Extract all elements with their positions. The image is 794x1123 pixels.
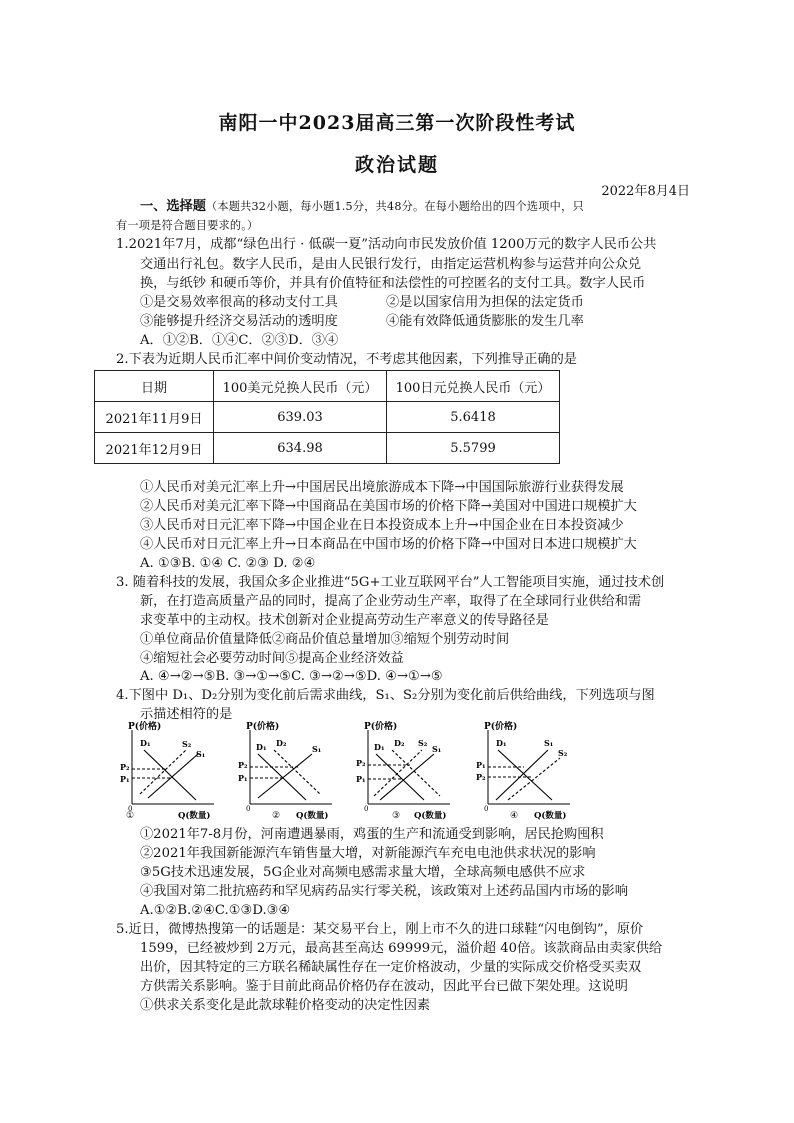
q4-line-1: 4.下图中 D₁、D₂分别为变化前后需求曲线，S₁、S₂分别为变化前后供给曲线，下列选项与图 <box>116 688 655 703</box>
supply-demand-graph-4 <box>474 720 578 822</box>
section-heading-line <box>140 198 584 216</box>
exchange-rate-table <box>94 370 560 464</box>
q3-line-1: 3. 随着科技的发展，我国众多企业推进“5G+工业互联网平台”人工智能项目实施，通过技术创 <box>116 575 665 590</box>
table-row <box>95 402 560 433</box>
price-label-p2: P₂ <box>238 760 248 770</box>
curve-label-s1: S₁ <box>312 744 322 754</box>
curve-label-s2: S₂ <box>418 738 428 748</box>
curve-label-d1: D₁ <box>496 738 507 748</box>
q4-option-1: ①2021年7-8月份，河南遭遇暴雨，鸡蛋的生产和流通受到影响，居民抢购囤积 <box>140 827 604 842</box>
q2-option-4: ④人民币对日元汇率上升→日本商品在中国市场的价格下降→中国对日本进口规模扩大 <box>140 537 637 552</box>
origin-label: 0 <box>484 805 489 813</box>
axis-label-quantity: Q(数量) <box>534 811 567 821</box>
origin-label: 0 <box>364 805 369 813</box>
q1-answers: A．①②B．①④C．②③D．③④ <box>140 333 339 348</box>
axis-label-quantity: Q(数量) <box>296 811 329 821</box>
q1-line-2: 交通出行礼包。数字人民币，是由人民银行发行，由指定运营机构参与运营并向公众兑 <box>140 257 642 272</box>
origin-label: 0 <box>128 805 133 813</box>
q2-option-3: ③人民币对日元汇率下降→中国企业在日本投资成本上升→中国企业在日本投资减少 <box>140 518 624 533</box>
q2-answers: A. ①③B. ①④ C. ②③ D. ②④ <box>140 556 316 571</box>
table-header-cell: 100美元兑换人民币（元） <box>214 371 387 402</box>
curve-label-s1: S₁ <box>544 738 554 748</box>
exam-date: 2022年8月4日 <box>601 184 690 199</box>
table-cell: 634.98 <box>214 433 387 464</box>
axis-label-price: P(价格) <box>246 722 280 732</box>
price-label-p1: P₁ <box>476 760 486 770</box>
q1-option-2: ②是以国家信用为担保的法定货币 <box>386 295 584 310</box>
axis-label-quantity: Q(数量) <box>178 811 211 821</box>
q4-option-3: ③5G技术迅速发展，5G企业对高频电感需求量大增，全球高频电感供不应求 <box>140 865 586 880</box>
supply-demand-graph-2 <box>236 720 340 822</box>
q5-line-3: 出价，因其特定的三方联名稀缺属性存在一定价格波动，少量的实际成交价格受买卖双 <box>140 960 642 975</box>
q1-option-1: ①是交易效率很高的移动支付工具 <box>140 295 338 310</box>
supply-demand-graph-1 <box>118 720 222 822</box>
table-cell: 639.03 <box>214 402 387 433</box>
exam-subtitle: 政治试题 <box>354 154 439 176</box>
graph-number: ② <box>272 811 281 821</box>
exam-title: 南阳一中2023届高三第一次阶段性考试 <box>218 112 576 134</box>
graph-number: ④ <box>510 811 519 821</box>
table-header-cell: 100日元兑换人民币（元） <box>387 371 560 402</box>
curve-label-d1: D₁ <box>374 742 385 752</box>
table-cell: 2021年11月9日 <box>95 402 214 433</box>
q3-line-3: 求变革中的主动权。技术创新对企业提高劳动生产率意义的传导路径是 <box>140 613 549 628</box>
q3-answers: A. ④→②→⑤B. ③→①→⑤C. ③→②→⑤D. ④→①→⑤ <box>140 669 443 684</box>
axis-label-quantity: Q(数量) <box>414 811 447 821</box>
table-cell: 2021年12月9日 <box>95 433 214 464</box>
graph-svg <box>474 720 578 822</box>
graph-number: ① <box>126 811 135 821</box>
price-label-p1: P₁ <box>356 774 366 784</box>
curve-label-s2: S₂ <box>182 739 192 749</box>
q2-option-1: ①人民币对美元汇率上升→中国居民出境旅游成本下降→中国国际旅游行业获得发展 <box>140 480 624 495</box>
axis-label-price: P(价格) <box>364 722 398 732</box>
table-header-row <box>95 371 560 402</box>
q4-option-4: ④我国对第二批抗癌药和罕见病药品实行零关税，该政策对上述药品国内市场的影响 <box>140 884 628 899</box>
curve-label-s2: S₂ <box>558 748 568 758</box>
q2-line-1: 2.下表为近期人民币汇率中间价变动情况，不考虑其他因素，下列推导正确的是 <box>116 352 577 367</box>
curve-label-s1: S₁ <box>196 749 206 759</box>
q5-line-2: 1599，已经被炒到 2万元，最高甚至高达 69999元，溢价超 40倍。该款商品由卖家供给 <box>140 941 663 956</box>
section-note-1: （本题共32小题，每小题1.5分，共48分。在每小题给出的四个选项中，只 <box>205 200 584 213</box>
graph-svg <box>354 720 458 822</box>
price-label-p1: P₁ <box>120 774 130 784</box>
origin-label: 0 <box>246 805 251 813</box>
curve-label-d2: D₂ <box>394 738 405 748</box>
table-cell: 5.5799 <box>387 433 560 464</box>
q3-option-2: ④缩短社会必要劳动时间⑤提高企业经济效益 <box>140 651 404 666</box>
curve-label-d1: D₁ <box>140 738 151 748</box>
q4-option-2: ②2021年我国新能源汽车销售量大增，对新能源汽车充电电池供求状况的影响 <box>140 846 596 861</box>
price-label-p1: P₁ <box>238 773 248 783</box>
price-label-p2: P₂ <box>120 762 130 772</box>
curve-label-s1: S₁ <box>432 744 442 754</box>
q3-option-1: ①单位商品价值量降低②商品价值总量增加③缩短个别劳动时间 <box>140 632 510 647</box>
q4-answers: A.①②B.②④C.①③D.③④ <box>140 903 291 918</box>
q1-option-4: ④能有效降低通货膨胀的发生几率 <box>386 314 584 329</box>
price-label-p2: P₂ <box>356 758 366 768</box>
axis-label-price: P(价格) <box>128 722 162 732</box>
section-heading: 一、选择题 <box>140 199 206 214</box>
axis-label-price: P(价格) <box>484 722 518 732</box>
q1-line-1: 1.2021年7月，成都“绿色出行 · 低碳一夏”活动向市民发放价值 1200万元的数字人民币公共 <box>116 237 657 252</box>
q5-option-1: ①供求关系变化是此款球鞋价格变动的决定性因素 <box>140 998 431 1013</box>
q1-option-3: ③能够提升经济交易活动的透明度 <box>140 314 338 329</box>
table-cell: 5.6418 <box>387 402 560 433</box>
q4-line-2: 示描述相符的是 <box>140 707 233 722</box>
graph-number: ③ <box>392 811 401 821</box>
graph-svg <box>236 720 340 822</box>
section-note-2: 有一项是符合题目要求的。） <box>116 219 259 232</box>
q1-line-3: 换，与纸钞 和硬币等价，并具有价值特征和法偿性的可控匿名的支付工具。数字人民币 <box>140 276 646 291</box>
table-row <box>95 433 560 464</box>
supply-demand-graph-3 <box>354 720 458 822</box>
table-header-cell: 日期 <box>95 371 214 402</box>
curve-label-d2: D₂ <box>276 738 287 748</box>
q3-line-2: 新，在打造高质量产品的同时，提高了企业劳动生产率，取得了在全球同行业供给和需 <box>140 594 642 609</box>
q5-line-1: 5.近日，微博热搜第一的话题是：某交易平台上，刚上市不久的进口球鞋“闪电倒钩”，原价 <box>116 922 644 937</box>
curve-label-d1: D₁ <box>256 742 267 752</box>
q2-option-2: ②人民币对美元汇率下降→中国商品在美国市场的价格下降→美国对中国进口规模扩大 <box>140 499 637 514</box>
price-label-p2: P₂ <box>476 772 486 782</box>
q5-line-4: 方供需关系影响。鉴于目前此商品价格仍存在波动，因此平台已做下架处理。这说明 <box>140 979 628 994</box>
graph-svg <box>118 720 222 822</box>
